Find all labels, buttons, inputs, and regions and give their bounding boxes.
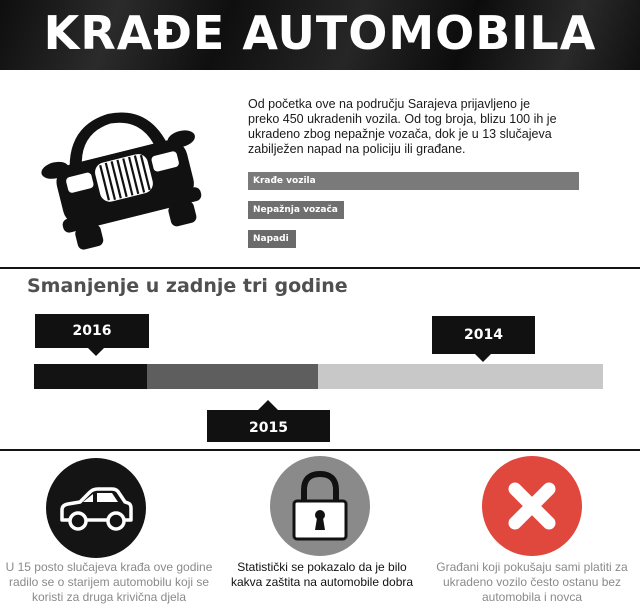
car-front-icon	[28, 92, 218, 257]
timeline-segment-2016	[34, 364, 147, 389]
fact-circle-lock	[270, 456, 370, 556]
year-label-2015: 2015	[207, 410, 330, 442]
fact-circle-cross	[482, 456, 582, 556]
page-title: KRAĐE AUTOMOBILA	[43, 6, 597, 60]
bar-label: Napadi	[253, 234, 289, 244]
bar-nepaznja-vozaca	[248, 201, 344, 219]
year-label-2016: 2016	[35, 314, 149, 348]
bar-napadi	[248, 230, 296, 248]
section-divider	[0, 267, 640, 269]
header-banner	[0, 0, 640, 70]
bar-label: Nepažnja vozača	[253, 205, 338, 215]
section-divider	[0, 449, 640, 451]
car-side-icon	[46, 458, 146, 558]
padlock-icon	[270, 456, 370, 556]
fact-text-ransom: Građani koji pokušaju sami platiti za ukradeno vozilo često ostanu bez automobila i novca	[436, 560, 628, 604]
pointer-2014	[475, 354, 491, 362]
year-label-2014: 2014	[432, 316, 535, 354]
fact-text-old-cars: U 15 posto slučajeva krađa ove godine radilo se o starijem automobilu koji se koristi za druga krivična djela	[5, 560, 213, 604]
bar-label: Krađe vozila	[253, 176, 316, 186]
bar-kradje-vozila	[248, 172, 579, 190]
cross-icon	[482, 456, 582, 556]
fact-circle-car	[46, 458, 146, 558]
section-title: Smanjenje u zadnje tri godine	[27, 275, 348, 297]
intro-paragraph: Od početka ove na području Sarajeva prijavljeno je preko 450 ukradenih vozila. Od tog broja, blizu 100 ih je ukradeno zbog nepažnje vozača, dok je u 13 slučajeva zabilježen napad na policiju ili građane.	[248, 97, 557, 156]
fact-text-protection: Statistički se pokazalo da je bilo kakva zaštita na automobile dobra	[230, 560, 414, 589]
timeline-segment-2015	[147, 364, 318, 389]
pointer-2016	[88, 348, 104, 356]
pointer-2015	[258, 400, 278, 410]
timeline-segment-2014	[318, 364, 603, 389]
